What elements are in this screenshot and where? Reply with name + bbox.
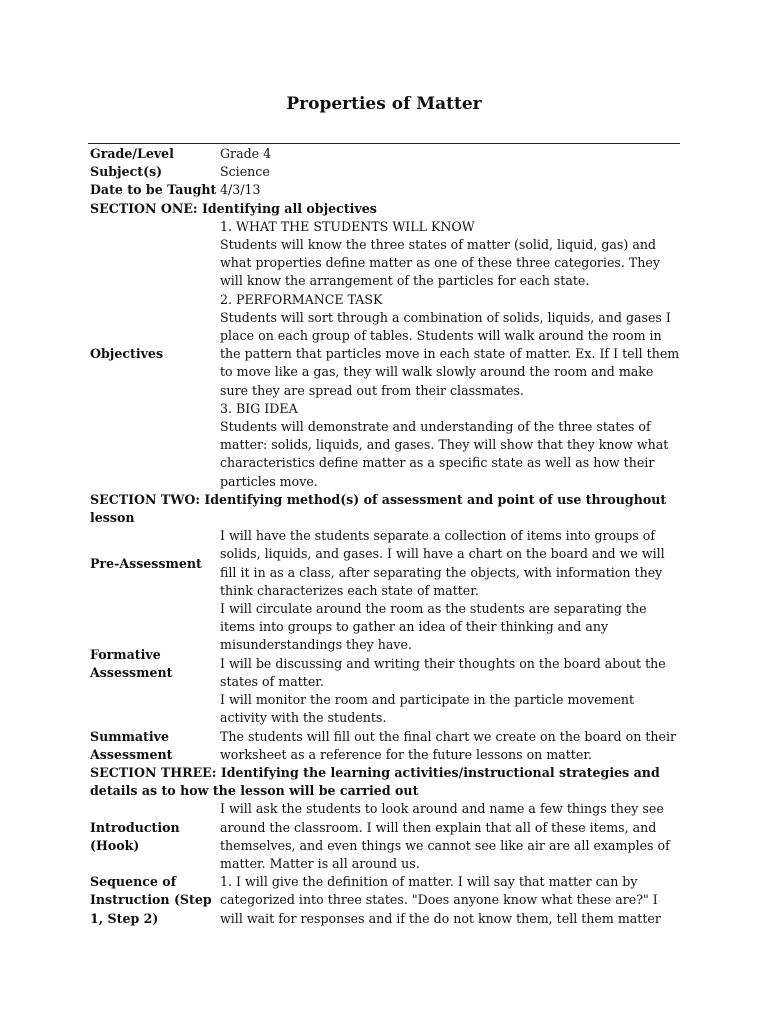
formative-label-line: Formative	[90, 646, 161, 662]
sequence-label-line: Instruction (Step	[90, 892, 212, 908]
pre-assessment-line: I will have the students separate a collection of items into groups of	[220, 528, 656, 544]
pre-assessment-content	[220, 527, 682, 600]
formative-line: I will be discussing and writing their thoughts on the board about the	[220, 655, 666, 671]
sequence-row	[90, 873, 682, 928]
formative-line: activity with the students.	[220, 710, 387, 726]
introduction-line: themselves, and even things we cannot see like air are all examples of	[220, 837, 670, 853]
introduction-label	[90, 819, 220, 855]
page-title: Properties of Matter	[286, 94, 482, 114]
formative-label-line: Assessment	[90, 664, 173, 680]
formative-line: misunderstandings they have.	[220, 637, 412, 653]
summative-assessment-content	[220, 728, 682, 764]
introduction-line: matter. Matter is all around us.	[220, 855, 420, 871]
grade-label: Grade/Level	[90, 146, 174, 161]
objectives-row	[90, 218, 682, 491]
introduction-row	[90, 800, 682, 873]
section-two-heading: SECTION TWO: Identifying method(s) of assessment and point of use throughout lesson	[90, 491, 667, 526]
objectives-line: 1. WHAT THE STUDENTS WILL KNOW	[220, 218, 475, 234]
summative-label-line: Assessment	[90, 746, 173, 762]
objectives-content	[220, 218, 682, 491]
objectives-line: Students will sort through a combination of solids, liquids, and gases I	[220, 309, 671, 325]
formative-assessment-content	[220, 600, 682, 727]
sequence-label-line: 1, Step 2)	[90, 910, 159, 926]
grade-row	[90, 145, 682, 163]
pre-assessment-label: Pre-Assessment	[90, 555, 202, 571]
section-one-heading: SECTION ONE: Identifying all objectives	[90, 200, 377, 216]
summative-assessment-row	[90, 728, 682, 764]
objectives-line: Students will know the three states of matter (solid, liquid, gas) and	[220, 237, 656, 253]
objectives-line: place on each group of tables. Students will walk around the room in	[220, 328, 662, 344]
subject-value: Science	[220, 164, 270, 180]
pre-assessment-line: fill it in as a class, after separating the objects, with information they	[220, 564, 663, 580]
formative-line: I will circulate around the room as the students are separating the	[220, 601, 647, 617]
sequence-line: categorized into three states. "Does anyone know what these are?" I	[220, 892, 658, 908]
date-row	[90, 181, 682, 199]
objectives-label: Objectives	[90, 346, 164, 362]
pre-assessment-line: solids, liquids, and gases. I will have a chart on the board and we will	[220, 546, 665, 562]
lesson-plan-table	[90, 145, 682, 928]
grade-value: Grade 4	[220, 146, 272, 161]
introduction-line: I will ask the students to look around and name a few things they see	[220, 801, 664, 817]
introduction-label-line: (Hook)	[90, 837, 140, 853]
sequence-line: will wait for responses and if the do not know them, tell them matter	[220, 910, 661, 926]
objectives-line: sure they are spread out from their classmates.	[220, 382, 524, 398]
pre-assessment-row	[90, 527, 682, 600]
objectives-line: matter: solids, liquids, and gases. They will show that they know what	[220, 437, 669, 453]
objectives-line: Students will demonstrate and understanding of the three states of	[220, 419, 651, 435]
objectives-line: to move like a gas, they will walk slowly around the room and make	[220, 364, 654, 380]
date-label: Date to be Taught	[90, 182, 217, 198]
section-three-heading: SECTION THREE: Identifying the learning activities/instructional strategies and details as to how the lesson will be carried out	[90, 764, 660, 799]
objectives-line: characteristics define matter as a specific state as well as how their	[220, 455, 655, 471]
introduction-line: around the classroom. I will then explain that all of these items, and	[220, 819, 657, 835]
summative-label-line: Summative	[90, 728, 169, 744]
objectives-line: 3. BIG IDEA	[220, 400, 298, 416]
subject-row	[90, 163, 682, 181]
date-value: 4/3/13	[220, 182, 261, 198]
pre-assessment-line: think characterizes each state of matter.	[220, 582, 479, 598]
formative-assessment-row	[90, 600, 682, 727]
objectives-line: particles move.	[220, 473, 318, 489]
objectives-line: 2. PERFORMANCE TASK	[220, 291, 383, 307]
formative-line: items into groups to gather an idea of their thinking and any	[220, 619, 609, 635]
summative-assessment-label	[90, 728, 220, 764]
formative-line: I will monitor the room and participate in the particle movement	[220, 692, 635, 708]
summative-line: The students will fill out the final chart we create on the board on their	[220, 728, 676, 744]
subject-label: Subject(s)	[90, 164, 163, 180]
objectives-line: what properties define matter as one of these three categories. They	[220, 255, 660, 271]
sequence-label	[90, 873, 220, 928]
introduction-label-line: Introduction	[90, 819, 180, 835]
objectives-line: will know the arrangement of the particles for each state.	[220, 273, 590, 289]
introduction-content	[220, 800, 682, 873]
title-divider	[88, 143, 680, 144]
formative-assessment-label	[90, 646, 220, 682]
summative-line: worksheet as a reference for the future lessons on matter.	[220, 746, 592, 762]
formative-line: states of matter.	[220, 673, 324, 689]
sequence-label-line: Sequence of	[90, 874, 177, 890]
sequence-line: 1. I will give the definition of matter. I will say that matter can by	[220, 874, 638, 890]
sequence-content	[220, 873, 682, 928]
objectives-line: the pattern that particles move in each state of matter. Ex. If I tell them	[220, 346, 680, 362]
